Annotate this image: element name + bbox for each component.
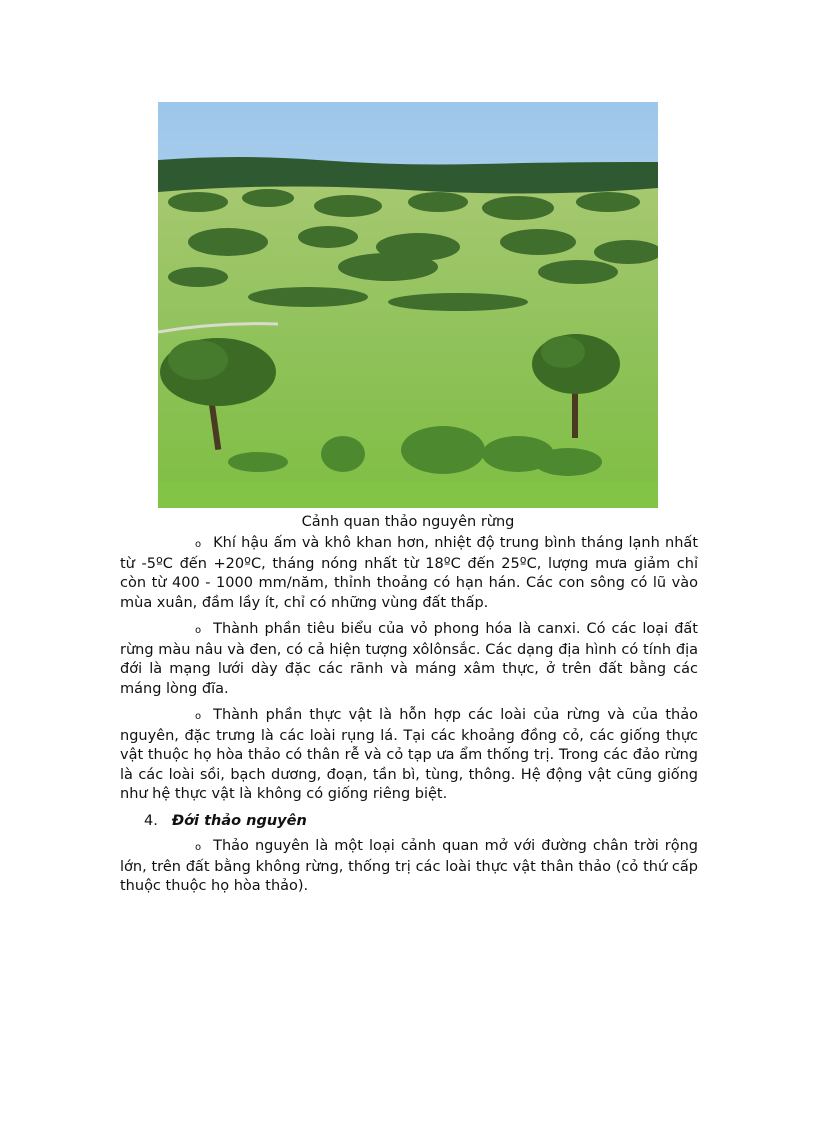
paragraph-text: Thành phần tiêu biểu của vỏ phong hóa là canxi. Có các loại đất rừng màu nâu và đen, có cả hiện tượng xôlônsắc. Các dạng địa hình có tính địa đới là mạng lưới dày đặc các rãnh và máng xâm thực, ở trên đất bằng các máng lòng đĩa.: [120, 621, 698, 697]
paragraph-climate: [120, 534, 698, 613]
forest-steppe-image: [158, 102, 658, 508]
bullet-marker: o: [195, 625, 202, 636]
paragraph-vegetation: [120, 706, 698, 805]
section-title: Đới thảo nguyên: [171, 812, 307, 829]
section-heading: [144, 812, 698, 832]
paragraph-soil: [120, 620, 698, 699]
paragraph-text: Thảo nguyên là một loại cảnh quan mở với đường chân trời rộng lớn, trên đất bằng không rừng, thống trị các loài thực vật thân thảo (cỏ thứ cấp thuộc thuộc họ hòa thảo).: [120, 838, 698, 894]
bullet-marker: o: [195, 711, 202, 722]
section-number: 4.: [144, 812, 158, 829]
paragraph-text: Khí hậu ấm và khô khan hơn, nhiệt độ trung bình tháng lạnh nhất từ -5ºC đến +20ºC, tháng nóng nhất từ 18ºC đến 25ºC, lượng mưa giảm chỉ còn từ 400 - 1000 mm/năm, thỉnh thoảng có hạn hán. Các con sông có lũ vào mùa xuân, đầm lầy ít, chỉ có những vùng đất thấp.: [120, 535, 698, 611]
document-body: [120, 534, 698, 904]
figure-caption: Cảnh quan thảo nguyên rừng: [301, 514, 515, 530]
bullet-marker: o: [195, 842, 202, 853]
landscape-photo: [158, 102, 658, 508]
paragraph-text: Thành phần thực vật là hỗn hợp các loài của rừng và của thảo nguyên, đặc trưng là các loài rụng lá. Tại các khoảng đồng cỏ, các giống thực vật thuộc họ hòa thảo có thân rễ và cỏ tạp ưa ẩm thống trị. Trong các đảo rừng là các loài sồi, bạch dương, đoạn, tần bì, tùng, thông. Hệ động vật cũng giống như hệ thực vật là không có giống riêng biệt.: [120, 707, 698, 802]
bullet-marker: o: [195, 539, 202, 550]
paragraph-steppe: [120, 837, 698, 897]
